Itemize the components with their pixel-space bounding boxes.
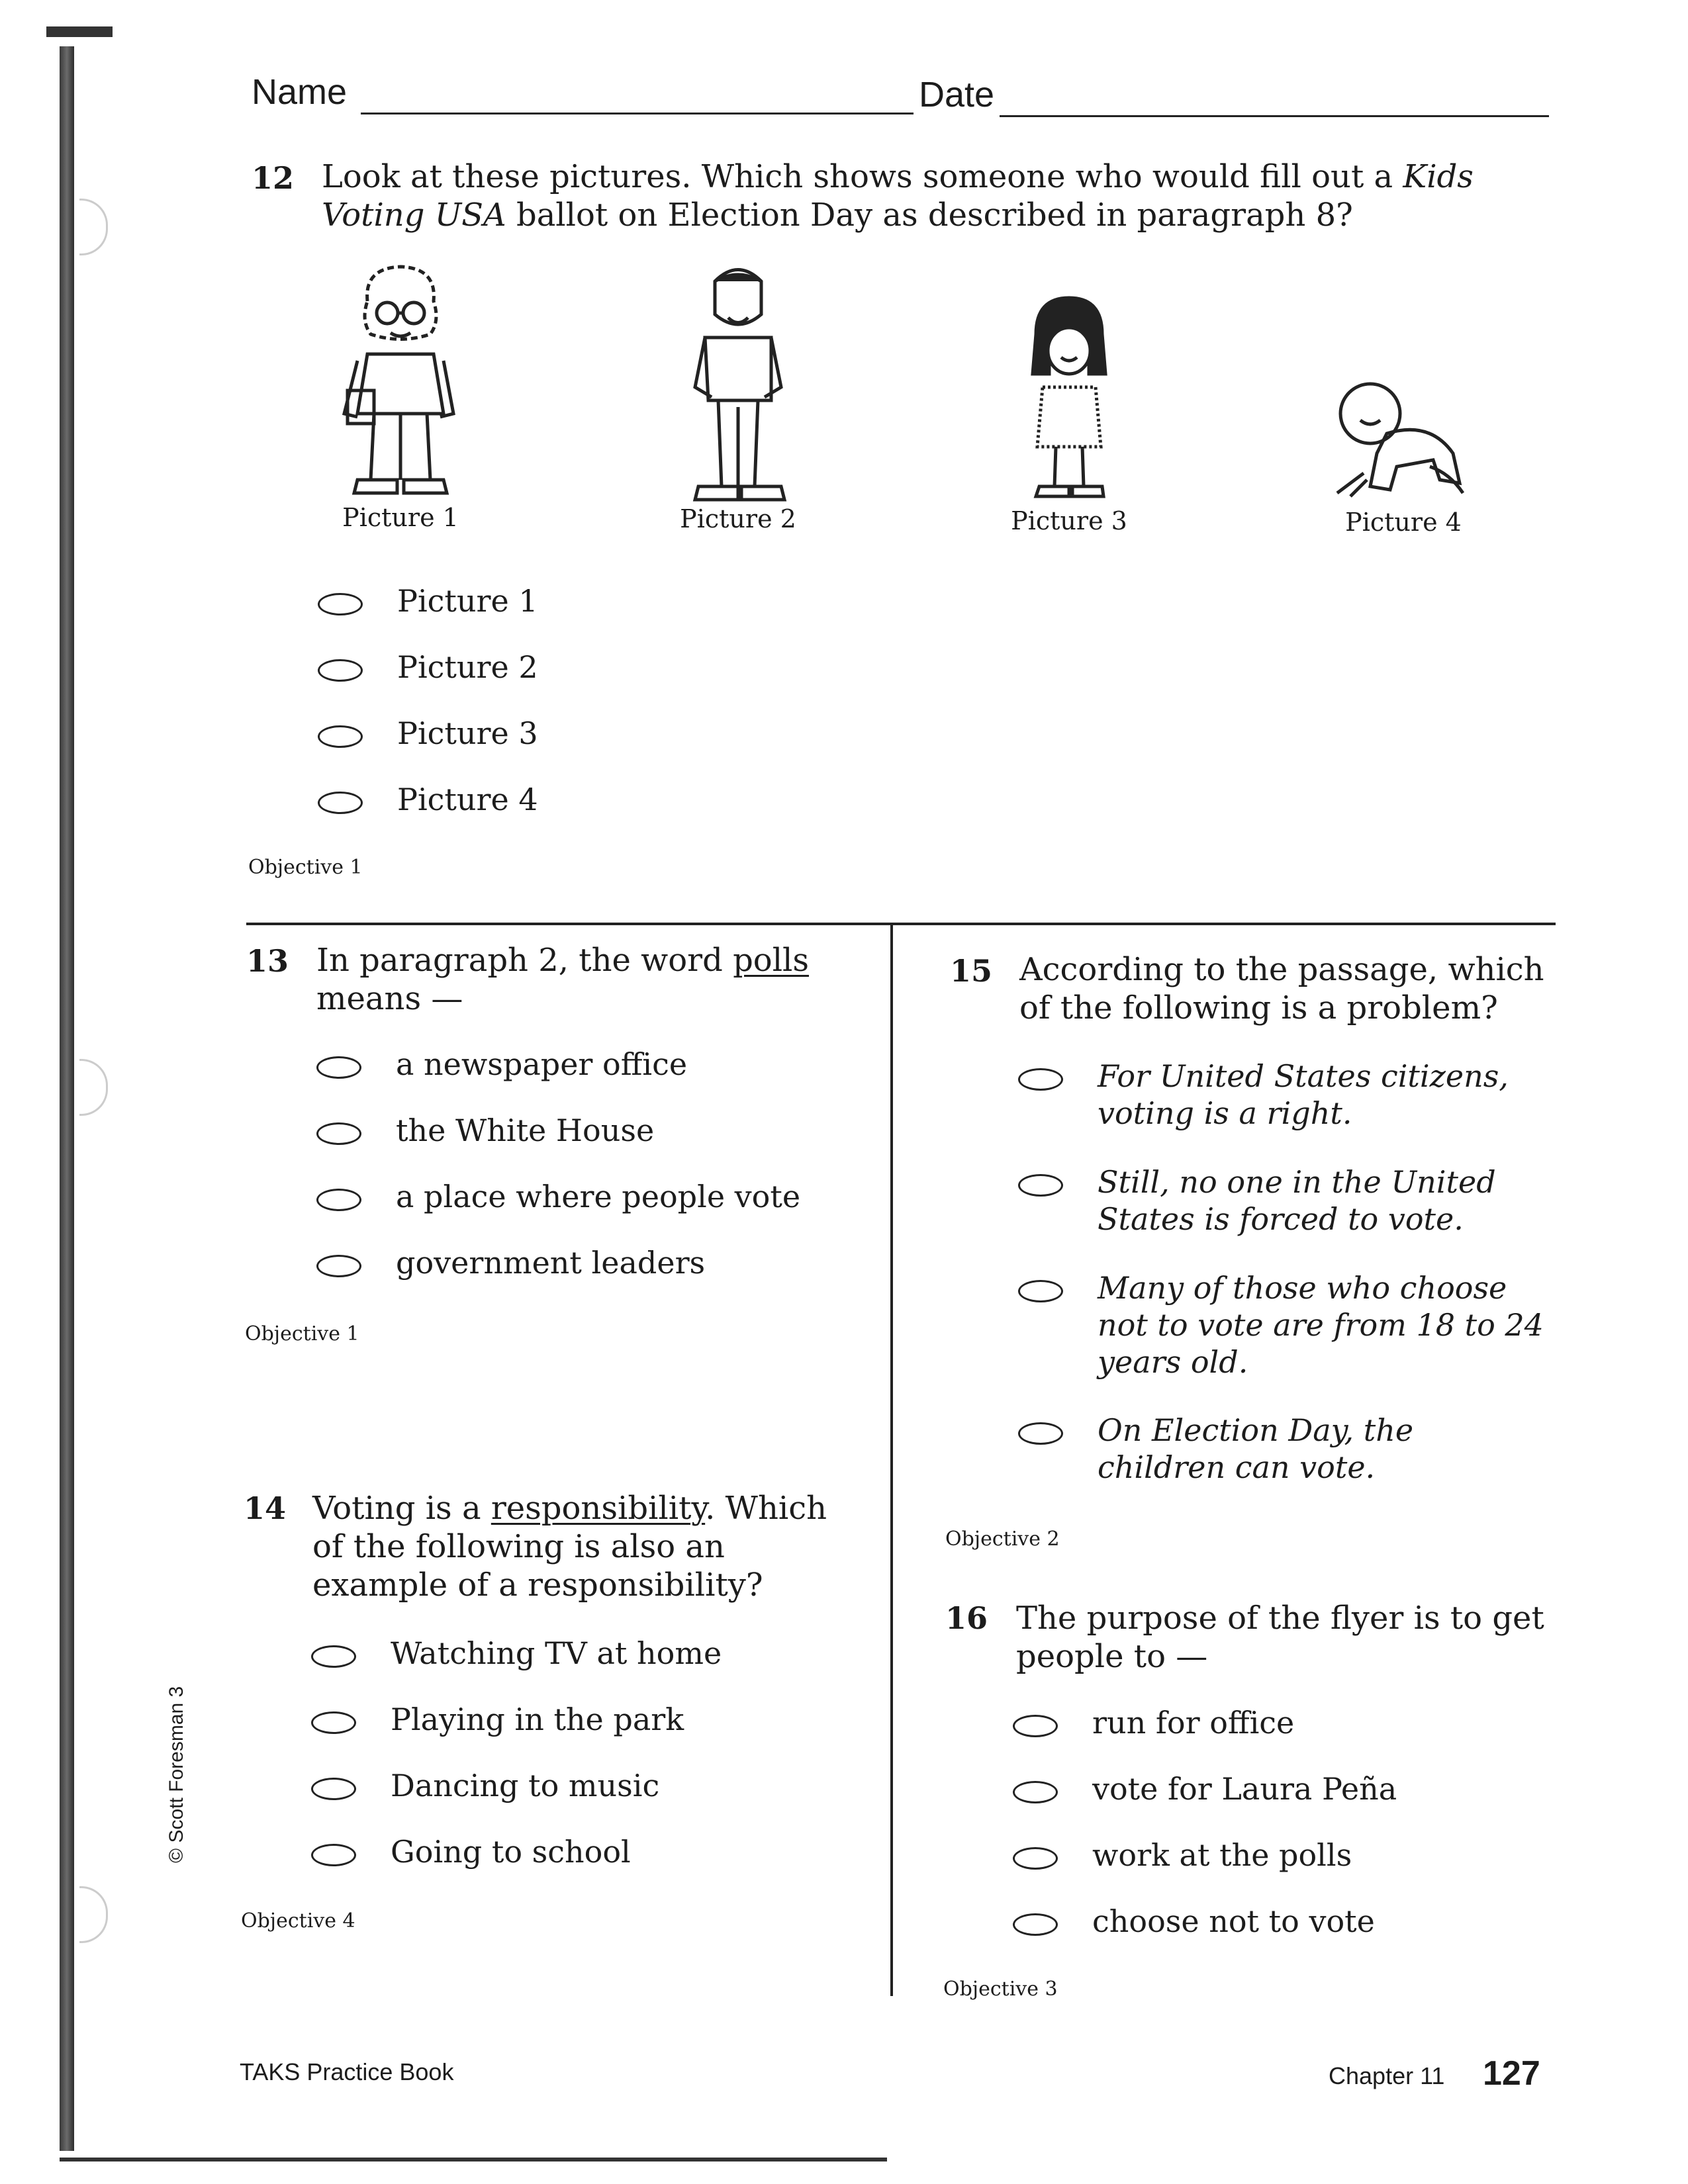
man-drawing bbox=[672, 255, 804, 510]
punch-hole bbox=[79, 1886, 108, 1943]
answer-bubble[interactable] bbox=[1018, 1280, 1063, 1302]
answer-bubble[interactable] bbox=[316, 1056, 361, 1079]
answer-option[interactable]: Going to school bbox=[311, 1833, 631, 1870]
answer-bubble[interactable] bbox=[318, 593, 363, 615]
answer-bubble[interactable] bbox=[1013, 1847, 1058, 1870]
answer-bubble[interactable] bbox=[316, 1189, 361, 1211]
question-number: 12 bbox=[252, 160, 295, 196]
answer-bubble[interactable] bbox=[318, 659, 363, 682]
question-number: 13 bbox=[246, 943, 289, 979]
picture-caption: Picture 3 bbox=[1011, 506, 1127, 535]
answer-option[interactable]: a place where people vote bbox=[316, 1178, 800, 1215]
picture-caption: Picture 1 bbox=[342, 503, 459, 532]
question-text: Look at these pictures. Which shows someone who would fill out a Kids Voting USA ballot on Election Day as described in paragraph 8? bbox=[322, 158, 1474, 234]
copyright-notice: © Scott Foresman 3 bbox=[165, 1686, 187, 1863]
column-divider bbox=[890, 925, 893, 1996]
answer-option[interactable]: a newspaper office bbox=[316, 1046, 687, 1083]
picture-caption: Picture 2 bbox=[680, 504, 796, 533]
girl-drawing bbox=[1023, 295, 1115, 503]
answer-bubble[interactable] bbox=[1018, 1068, 1063, 1091]
answer-option[interactable]: For United States citizens, voting is a right. bbox=[1018, 1058, 1548, 1132]
punch-hole bbox=[79, 199, 108, 255]
name-label: Name bbox=[252, 72, 348, 112]
objective-label: Objective 4 bbox=[241, 1909, 355, 1933]
answer-option[interactable]: government leaders bbox=[316, 1244, 705, 1281]
answer-option[interactable]: Picture 1 bbox=[318, 582, 538, 619]
answer-option[interactable]: vote for Laura Peña bbox=[1013, 1770, 1397, 1807]
answer-option[interactable]: run for office bbox=[1013, 1704, 1294, 1741]
baby-drawing bbox=[1324, 374, 1473, 506]
answer-option[interactable]: work at the polls bbox=[1013, 1837, 1352, 1874]
answer-bubble[interactable] bbox=[1013, 1781, 1058, 1803]
question-text: According to the passage, which of the following is a problem? bbox=[1019, 951, 1544, 1026]
answer-option[interactable]: Watching TV at home bbox=[311, 1635, 722, 1672]
answer-bubble[interactable] bbox=[1018, 1174, 1063, 1197]
answer-bubble[interactable] bbox=[311, 1778, 356, 1800]
answer-bubble[interactable] bbox=[1013, 1913, 1058, 1936]
answer-option[interactable]: Picture 4 bbox=[318, 781, 538, 818]
answer-option[interactable]: Many of those who choose not to vote are from 18 to 24 years old. bbox=[1018, 1269, 1548, 1381]
page-number: 127 bbox=[1483, 2054, 1540, 2093]
name-line[interactable] bbox=[361, 113, 914, 114]
answer-bubble[interactable] bbox=[1018, 1422, 1063, 1445]
answer-option[interactable]: Picture 3 bbox=[318, 715, 538, 752]
date-line[interactable] bbox=[1000, 115, 1549, 117]
question-text: In paragraph 2, the word polls means — bbox=[316, 942, 810, 1017]
answer-option[interactable]: Picture 2 bbox=[318, 649, 538, 686]
question-text: The purpose of the flyer is to get people to — bbox=[1016, 1600, 1544, 1675]
answer-bubble[interactable] bbox=[318, 792, 363, 814]
answer-option[interactable]: choose not to vote bbox=[1013, 1903, 1375, 1940]
answer-bubble[interactable] bbox=[1013, 1715, 1058, 1737]
answer-bubble[interactable] bbox=[311, 1645, 356, 1668]
answer-bubble[interactable] bbox=[316, 1255, 361, 1277]
answer-bubble[interactable] bbox=[311, 1844, 356, 1866]
answer-option[interactable]: Dancing to music bbox=[311, 1767, 659, 1804]
objective-label: Objective 1 bbox=[248, 856, 363, 879]
answer-bubble[interactable] bbox=[311, 1711, 356, 1734]
objective-label: Objective 3 bbox=[943, 1978, 1058, 2001]
answer-bubble[interactable] bbox=[316, 1122, 361, 1145]
picture-caption: Picture 4 bbox=[1345, 508, 1462, 537]
date-label: Date bbox=[919, 75, 995, 114]
question-number: 16 bbox=[945, 1600, 988, 1636]
section-divider bbox=[246, 923, 1556, 925]
answer-option[interactable]: On Election Day, the children can vote. bbox=[1018, 1412, 1548, 1486]
question-number: 14 bbox=[244, 1490, 287, 1526]
objective-label: Objective 2 bbox=[945, 1527, 1060, 1551]
answer-option[interactable]: Still, no one in the United States is forced to vote. bbox=[1018, 1163, 1548, 1238]
question-number: 15 bbox=[950, 953, 993, 989]
punch-hole bbox=[79, 1059, 108, 1116]
answer-option[interactable]: Playing in the park bbox=[311, 1701, 684, 1738]
chapter-label: Chapter 11 bbox=[1329, 2062, 1445, 2089]
grandmother-drawing bbox=[331, 261, 470, 506]
answer-bubble[interactable] bbox=[318, 725, 363, 748]
question-text: Voting is a responsibility. Which of the following is also an example of a responsibility? bbox=[312, 1490, 827, 1604]
objective-label: Objective 1 bbox=[245, 1322, 359, 1345]
answer-option[interactable]: the White House bbox=[316, 1112, 654, 1149]
book-title: TAKS Practice Book bbox=[240, 2058, 454, 2085]
